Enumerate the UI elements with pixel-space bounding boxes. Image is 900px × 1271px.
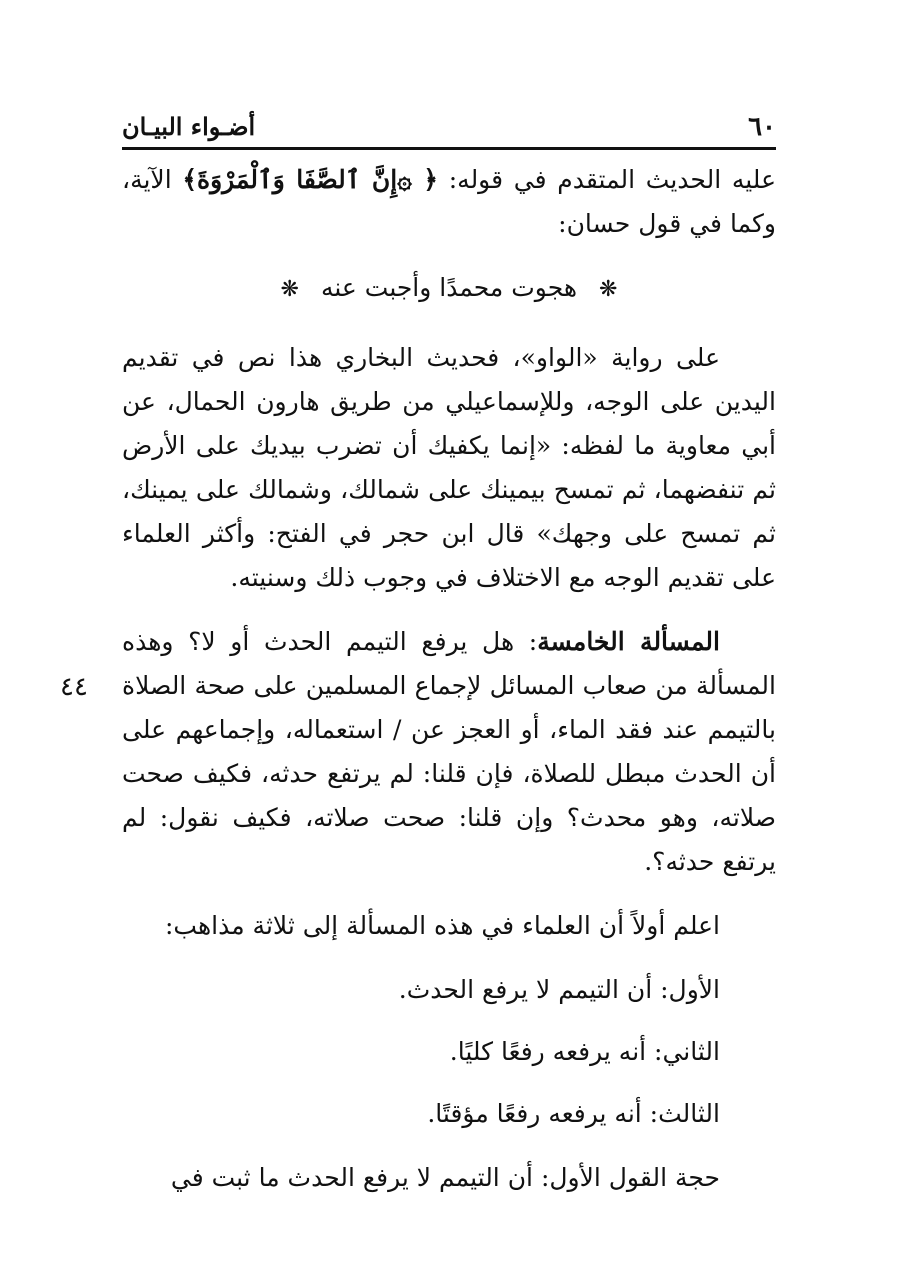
opinion-1: الأول: أن التيمم لا يرفع الحدث.	[398, 975, 720, 1004]
paragraph-2: على رواية «الواو»، فحديث البخاري هذا نص في تقديم اليدين على الوجه، وللإسماعيلي من طريق هارون الحمال، عن أبي معاوية ما لفظه: «إنما يكفيك أن تضرب بيديك على الأرض ثم تنفضهما، ثم تمسح بيمينك على شمالك، وشمالك على يمينك، ثم تمسح على وجهك» قال ابن حجر في الفتح: وأكثر العلماء على تقديم الوجه مع الاختلاف في وجوب ذلك وسنيته.	[122, 343, 776, 592]
page-number: ٦٠	[748, 112, 776, 142]
margin-page-number: ٤٤	[60, 672, 88, 702]
paragraph-3	[122, 620, 776, 884]
header-rule	[122, 147, 776, 150]
poetry-verse	[122, 266, 776, 312]
paragraph-1-intro: عليه الحديث المتقدم في قوله:	[438, 165, 776, 194]
paragraph-5: حجة القول الأول: أن التيمم لا يرفع الحدث ما ثبت في	[170, 1163, 720, 1192]
page-header	[122, 108, 776, 144]
page-content	[122, 158, 776, 1200]
paragraph-1-outro: الآية، وكما في قول حسان:	[122, 165, 776, 238]
book-title: أضـواء البيـان	[122, 112, 256, 141]
verse-star-right: ❋	[599, 277, 618, 302]
quran-quote: ﴿ ۞إِنَّ ٱلصَّفَا وَٱلْمَرْوَةَ﴾	[182, 165, 439, 194]
paragraph-4: اعلم أولاً أن العلماء في هذه المسألة إلى ثلاثة مذاهب:	[164, 911, 720, 940]
verse-text: هجوت محمدًا وأجبت عنه	[320, 273, 578, 302]
paragraph-3-text: : هل يرفع التيمم الحدث أو لا؟ وهذه المسألة من صعاب المسائل لإجماع المسلمين على صحة الصلاة بالتيمم عند فقد الماء، أو العجز عن / استعماله، وإجماعهم على أن الحدث مبطل للصلاة، فإن قلنا: لم يرتفع حدثه، فكيف صحت صلاته، وهو محدث؟ وإن قلنا: صحت صلاته، فكيف نقول: لم يرتفع حدثه؟.	[122, 627, 776, 876]
opinion-2: الثاني: أنه يرفعه رفعًا كليًا.	[449, 1037, 720, 1066]
verse-star-left: ❋	[280, 277, 299, 302]
opinion-3: الثالث: أنه يرفعه رفعًا مؤقتًا.	[427, 1099, 720, 1128]
section-heading: المسألة الخامسة	[537, 627, 720, 656]
paragraph-1	[122, 158, 776, 246]
